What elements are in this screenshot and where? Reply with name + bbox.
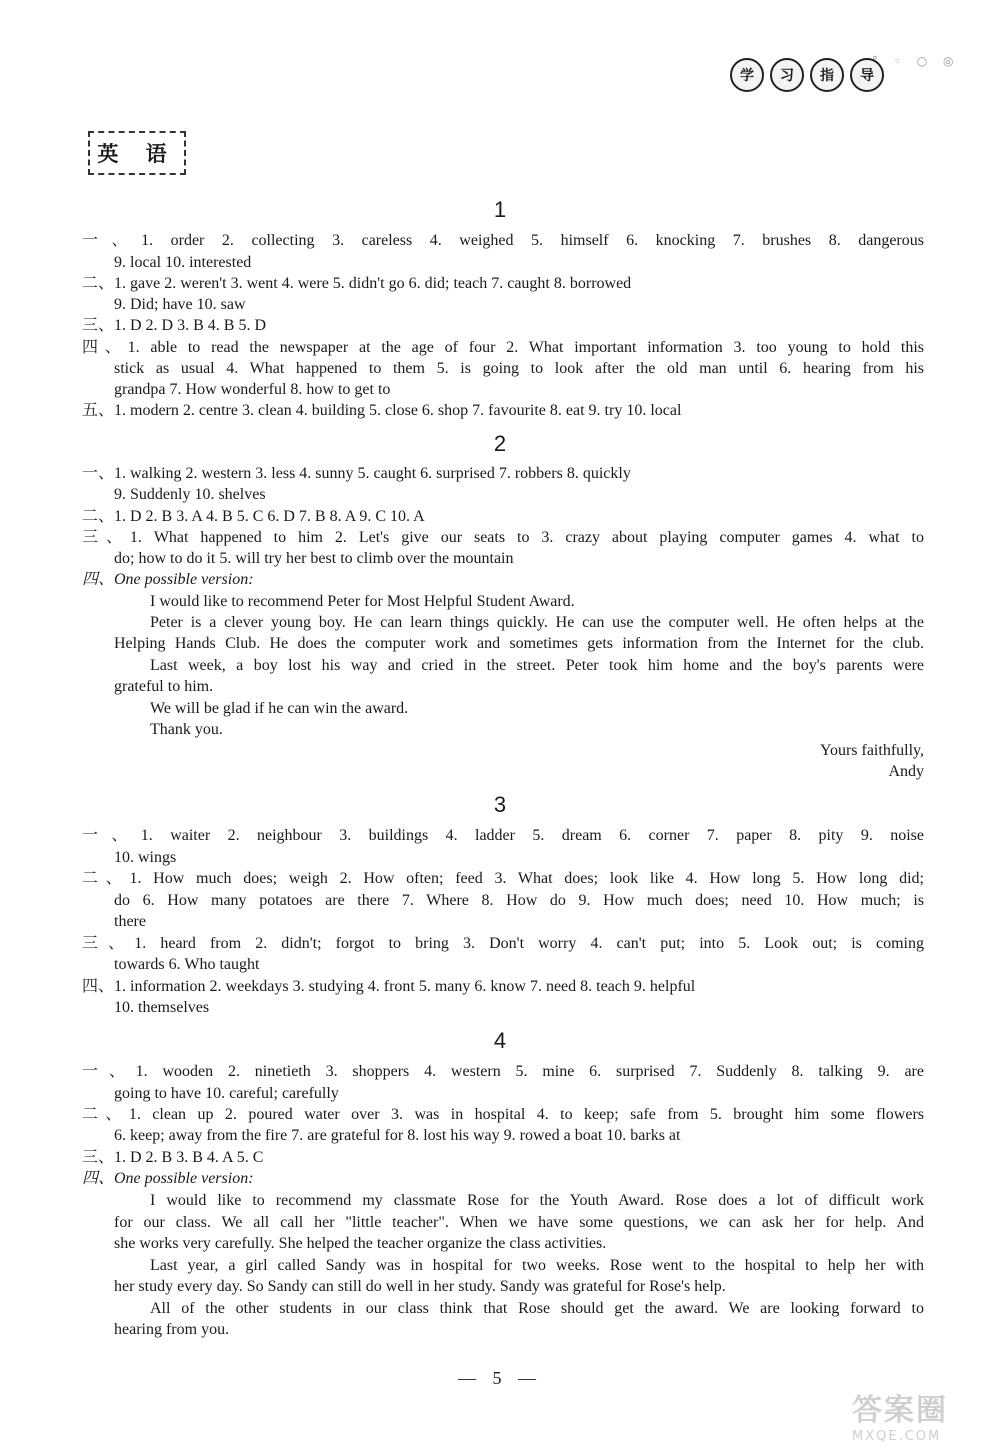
badge-char: 导: [850, 58, 884, 92]
answer-line: do; how to do it 5. will try her best to climb over the mountain: [114, 550, 514, 567]
answer-line: 二、1. gave 2. weren't 3. went 4. were 5. didn't go 6. did; teach 7. caught 8. borrowed: [82, 275, 632, 292]
essay-line: for our class. We all call her "little teacher". When we have some questions, we can ask her for help. And: [114, 1214, 924, 1231]
answer-line: grandpa 7. How wonderful 8. how to get to: [114, 381, 391, 398]
essay-line: hearing from you.: [114, 1321, 230, 1338]
header-badge: [730, 58, 884, 92]
essay-line: her study every day. So Sandy can still do well in her study. Sandy was grateful for Rose's help.: [114, 1278, 726, 1295]
answer-line: 五、1. modern 2. centre 3. clean 4. building 5. close 6. shop 7. favourite 8. eat 9. try 10. local: [82, 402, 682, 419]
essay-line: she works very carefully. She helped the teacher organize the class activities.: [114, 1235, 607, 1252]
answer-line: 10. wings: [114, 849, 177, 866]
watermark: [852, 1385, 992, 1443]
answer-line: 9. Did; have 10. saw: [114, 296, 246, 313]
answer-line: going to have 10. careful; carefully: [114, 1085, 339, 1102]
answer-line: 四、One possible version:: [82, 1170, 254, 1187]
essay-line: All of the other students in our class think that Rose should get the award. We are looking forward to: [150, 1300, 924, 1317]
answer-line: 三、1. D 2. D 3. B 4. B 5. D: [82, 317, 267, 334]
answer-line: 二、1. clean up 2. poured water over 3. was in hospital 4. to keep; safe from 5. brought him some flowers: [82, 1106, 924, 1123]
decorative-dots-icon: ° ◦ ○ ◎: [872, 54, 960, 68]
answer-line: 一、1. order 2. collecting 3. careless 4. weighed 5. himself 6. knocking 7. brushes 8. dangerous: [82, 232, 924, 249]
section-number: 1: [493, 197, 507, 222]
answer-line: 一、1. walking 2. western 3. less 4. sunny 5. caught 6. surprised 7. robbers 8. quickly: [82, 465, 631, 482]
subject-title: 英 语: [88, 131, 186, 175]
page-number: — 5 —: [458, 1368, 542, 1388]
badge-char: 习: [770, 58, 804, 92]
essay-line: Last year, a girl called Sandy was in hospital for two weeks. Rose went to the hospital to help her with: [150, 1257, 924, 1274]
answer-line: 一、1. waiter 2. neighbour 3. buildings 4. ladder 5. dream 6. corner 7. paper 8. pity 9. noise: [82, 827, 924, 844]
section-number: 4: [493, 1028, 507, 1053]
answer-line: 三、1. heard from 2. didn't; forgot to bring 3. Don't worry 4. can't put; into 5. Look out; is coming: [82, 935, 924, 952]
answer-line: 三、1. What happened to him 2. Let's give our seats to 3. crazy about playing computer games 4. what to: [82, 529, 924, 546]
signature-name: Andy: [888, 763, 924, 780]
watermark-url: MXQE.COM: [852, 1429, 942, 1444]
answer-line: towards 6. Who taught: [114, 956, 260, 973]
section-number: 2: [493, 431, 507, 456]
essay-line: Helping Hands Club. He does the computer work and sometimes gets information from the Internet for the club.: [114, 635, 924, 652]
essay-line: I would like to recommend my classmate Rose for the Youth Award. Rose does a lot of difficult work: [150, 1192, 924, 1209]
essay-line: Thank you.: [150, 721, 223, 738]
essay-line: We will be glad if he can win the award.: [150, 700, 409, 717]
answer-line: 二、1. How much does; weigh 2. How often; feed 3. What does; look like 4. How long 5. How long did;: [82, 870, 924, 887]
essay-line: grateful to him.: [114, 678, 214, 695]
essay-line: Peter is a clever young boy. He can learn things quickly. He can use the computer well. He often helps at the: [150, 614, 924, 631]
badge-char: 学: [730, 58, 764, 92]
answer-line: 6. keep; away from the fire 7. are grateful for 8. lost his way 9. rowed a boat 10. barks at: [114, 1127, 681, 1144]
essay-line: Last week, a boy lost his way and cried in the street. Peter took him home and the boy's parents were: [150, 657, 924, 674]
closing-line: Yours faithfully,: [819, 742, 924, 759]
answer-line: 三、1. D 2. B 3. B 4. A 5. C: [82, 1149, 264, 1166]
answer-line: 一、1. wooden 2. ninetieth 3. shoppers 4. western 5. mine 6. surprised 7. Suddenly 8. talking 9. are: [82, 1063, 924, 1080]
essay-line: I would like to recommend Peter for Most Helpful Student Award.: [150, 593, 575, 610]
answer-line: stick as usual 4. What happened to them 5. is going to look after the old man until 6. hearing from his: [114, 360, 924, 377]
section-number: 3: [493, 792, 507, 817]
answer-line: 四、1. information 2. weekdays 3. studying 4. front 5. many 6. know 7. need 8. teach 9. helpful: [82, 978, 696, 995]
answer-line: 10. themselves: [114, 999, 210, 1016]
watermark-logo: 答案圈: [852, 1393, 948, 1428]
answer-line: there: [114, 913, 146, 930]
answer-line: do 6. How many potatoes are there 7. Where 8. How do 9. How much does; need 10. How much; is: [114, 892, 924, 909]
answer-line: 9. local 10. interested: [114, 254, 252, 271]
answer-line: 二、1. D 2. B 3. A 4. B 5. C 6. D 7. B 8. A 9. C 10. A: [82, 508, 425, 525]
badge-char: 指: [810, 58, 844, 92]
answer-line: 四、1. able to read the newspaper at the age of four 2. What important information 3. too young to hold this: [82, 339, 924, 356]
answer-line: 9. Suddenly 10. shelves: [114, 486, 266, 503]
answer-line: 四、One possible version:: [82, 571, 254, 588]
